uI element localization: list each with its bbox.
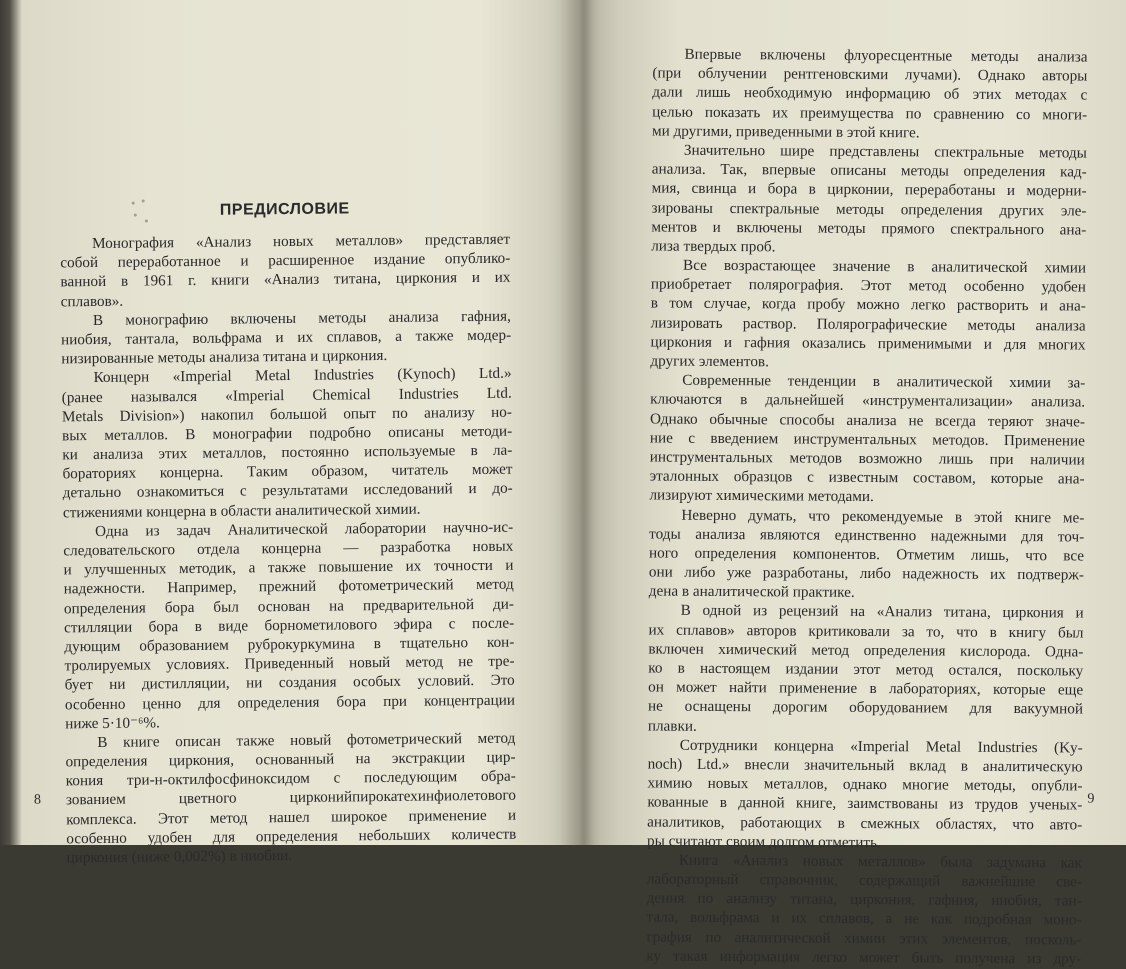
text-line: ключаются в дальнейшей «инструментализации» анализа. [650, 390, 1086, 411]
text-line: следовательского отдела концерна — разработка новых [63, 537, 514, 560]
text-line: химию новых металлов, однако многие методы, опубли- [647, 774, 1083, 795]
text-line: определения циркония, основанный на экстракции цир- [65, 748, 516, 771]
text-line: бораториях концерна. Таким образом, читатель может [62, 460, 513, 483]
text-line: лизируют химическими методами. [649, 486, 874, 506]
text-line: ко в настоящем издании этот метод остался, поскольку [648, 659, 1084, 680]
text-line: вых металлов. В монографии подробно описаны методи- [62, 422, 513, 445]
text-line: ры считают своим долгом отметить. [647, 832, 881, 851]
text-line: тала, вольфрама и их сплавов, а не как подробная моно- [646, 908, 1082, 929]
text-line: в том случае, когда пробу можно легко растворить и ана- [650, 294, 1086, 315]
text-line: циркония и гафния оказались применимыми и для многих [650, 333, 1086, 354]
text-line: низированные методы анализа титана и циркония. [61, 347, 388, 368]
left-page-text [60, 230, 517, 868]
text-line: инструментальных методов возможно лишь при наличии [649, 448, 1085, 469]
text-line: Книга «Анализ новых металлов» была задумана как [678, 851, 1082, 872]
text-line: В монографию включены методы анализа гафния, [92, 307, 511, 329]
text-line: анализа. Так, впервые описаны методы определения кад- [651, 160, 1087, 181]
text-line: включен химический метод определения кислорода. Одна- [648, 640, 1084, 661]
right-page-text [646, 44, 1087, 968]
text-line: стилляции бора в виде борнометилового эфира с после- [64, 614, 515, 637]
text-line: особенно удобен для определения небольших количеств [66, 825, 517, 848]
text-line: ванной в 1961 г. книги «Анализ титана, циркония и их [60, 269, 511, 291]
text-line: Metals Division») накопил большой опыт по анализу но- [61, 403, 512, 426]
text-line: ки анализа этих металлов, постоянно используемые в ла- [62, 441, 513, 464]
text-line: детально ознакомиться с результатами исследований и до- [62, 480, 513, 502]
text-line: ниже 5·10⁻⁶%. [65, 714, 160, 733]
text-line: сплавов». [60, 292, 124, 310]
text-line: он может найти применение в лабораториях, которые еще [648, 678, 1084, 699]
text-line: Современные тенденции в аналитической химии за- [682, 371, 1086, 392]
text-line: Монография «Анализ новых металлов» представляет [92, 230, 511, 253]
text-line: кованные в данной книге, заимствованы из трудов ученых- [647, 793, 1083, 814]
text-line: графия по аналитической химии этих элементов, посколь- [646, 928, 1082, 949]
text-line: комплекса. Этот метод нашел широкое применение и [66, 806, 517, 828]
text-line: ного определения компонентов. Отметим лишь, что все [649, 544, 1085, 565]
text-line: Неверно думать, что рекомендуемые в этой книге ме- [681, 506, 1085, 527]
text-line: они либо уже разработаны, либо надежность их подтверж- [648, 563, 1084, 584]
text-line: собой переработанное и расширенное издание опублико- [60, 249, 511, 272]
page-heading: ПРЕДИСЛОВИЕ [219, 200, 350, 219]
text-line: мия, свинца и бора в цирконии, переработаны и модерни- [651, 179, 1087, 200]
right-page [646, 0, 1095, 968]
text-line: лиза твердых проб. [651, 237, 776, 256]
text-line: зованием цветного цирконийпирокатехинфиолетового [65, 787, 517, 809]
book-gutter [548, 0, 618, 845]
text-line: и улучшенных методик, а также повышение их точности и [63, 556, 514, 579]
text-line: Однако обычные способы анализа не всегда теряют значе- [649, 410, 1086, 431]
text-line: ниобия, тантала, вольфрама и их сплавов, а также модер- [61, 326, 512, 349]
text-line: ментов и включены методы прямого спектрального ана- [651, 218, 1087, 239]
text-line: плавки. [647, 717, 697, 735]
text-line: не оснащены дорогим оборудованием для вакуумной [647, 697, 1084, 718]
text-line: Концерн «Imperial Metal Industries (Kynoch) Ltd.» [93, 364, 512, 387]
text-line: дующим образованием руброкуркумина в тщательно кон- [64, 633, 515, 656]
text-line: бует ни дистилляции, ни создания особых условий. Это [64, 671, 515, 694]
text-line: аналитиков, работающих в смежных областях, что авто- [647, 812, 1083, 834]
text-line: зированы спектральные методы определения других эле- [651, 198, 1087, 220]
text-line: циркония (ниже 0,002%) в ниобии. [66, 846, 293, 867]
text-line: (ранее назывался «Imperial Chemical Industries Ltd. [61, 384, 512, 406]
text-line: особенно ценно для определения бора при концентрации [64, 691, 516, 713]
text-line: дения по анализу титана, циркония, гафния, ниобия, тан- [646, 889, 1082, 910]
text-line: лабораторный справочник, содержащий важнейшие све- [646, 870, 1082, 891]
text-line: Значительно шире представлены спектральные методы [683, 141, 1087, 162]
text-line: целью показать их преимущества по сравнению со многи- [652, 103, 1088, 124]
text-line: Одна из задач Аналитической лаборатории научно-ис- [95, 518, 514, 540]
text-line: дали лишь необходимую информацию об этих методах с [652, 83, 1088, 104]
page-number-right: 9 [1087, 791, 1095, 807]
text-line: тоды анализа являются единственно надежными для точ- [649, 525, 1085, 546]
text-line: Все возрастающее значение в аналитической химии [683, 256, 1087, 277]
text-line: тролируемых условиях. Приведенный новый метод не тре- [64, 652, 515, 675]
text-line: определения бора был основан на предварительной ди- [63, 595, 514, 617]
page-number-left: 8 [33, 792, 42, 808]
text-line: (при облучении рентгеновскими лучами). Однако авторы [652, 64, 1088, 85]
text-line: стижениями концерна в области аналитической химии. [62, 500, 421, 521]
text-line: ми другими, приведенными в этой книге. [651, 122, 920, 142]
text-line: Сотрудники концерна «Imperial Metal Industries (Ky- [679, 736, 1083, 757]
text-line: ку такая информация легко может быть получена из дру- [646, 947, 1082, 968]
text-line: эталонных образцов с известным составом, которые ана- [649, 467, 1085, 488]
text-line: кония три-н-октилфосфиноксидом с последующим обра- [65, 767, 516, 790]
left-page [33, 0, 517, 867]
text-line: дена в аналитической практике. [648, 582, 855, 602]
text-line: Впервые включены флуоресцентные методы анализа [684, 45, 1088, 66]
text-line: их сплавов» авторов критиковали за то, что в книгу был [648, 621, 1084, 642]
text-line: noch) Ltd.» внесли значительный вклад в аналитическую [647, 755, 1083, 776]
text-line: надежности. Например, прежний фотометрический метод [63, 576, 514, 598]
text-line: В книге описан также новый фотометрический метод [97, 729, 516, 751]
text-line: других элементов. [650, 352, 769, 371]
text-line: В одной из рецензий на «Анализ титана, циркония и [680, 602, 1084, 622]
text-line: лизировать раствор. Полярографические методы анализа [650, 314, 1086, 335]
text-line: ние с введением инструментальных методов. Применение [649, 429, 1085, 450]
text-line: приобретает полярография. Этот метод особенно удобен [650, 275, 1087, 296]
